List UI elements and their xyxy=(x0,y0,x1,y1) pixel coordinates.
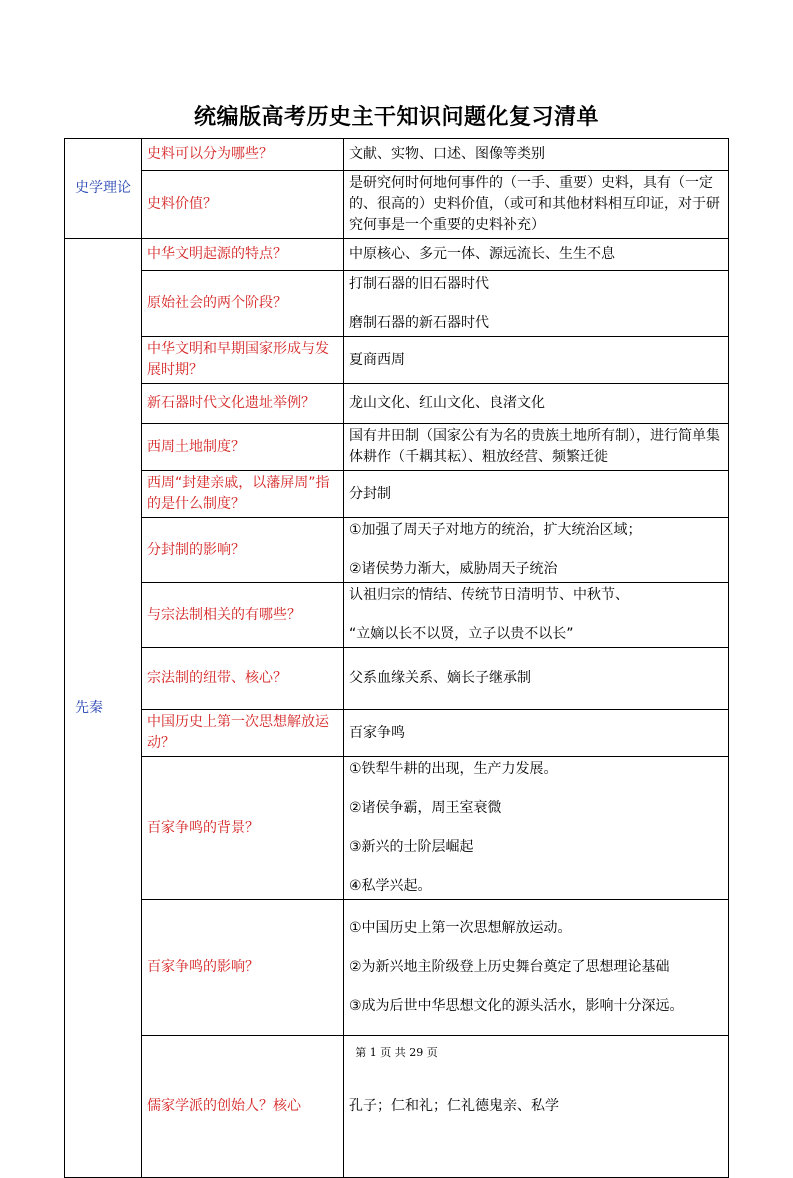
answer-cell xyxy=(344,900,729,1036)
answer-line: ①加强了周天子对地方的统治，扩大统治区域； xyxy=(349,522,642,538)
table-row xyxy=(65,900,729,1036)
table-row xyxy=(65,757,729,900)
table-row xyxy=(65,139,729,171)
question-cell: 新石器时代文化遗址举例？ xyxy=(142,384,344,424)
question-cell: 百家争鸣的影响？ xyxy=(142,900,344,1036)
answer-line: ④私学兴起。 xyxy=(349,878,432,894)
question-cell: 史料价值？ xyxy=(142,171,344,239)
answer-line: 认祖归宗的情结、传统节日清明节、中秋节、 xyxy=(349,587,629,603)
answer-cell xyxy=(344,471,729,518)
question-cell: 中华文明和早期国家形成与发展时期？ xyxy=(142,337,344,384)
answer-line: ②为新兴地主阶级登上历史舞台奠定了思想理论基础 xyxy=(349,959,670,975)
answer-line: 父系血缘关系、嫡长子继承制 xyxy=(349,670,531,686)
answer-line: 文献、实物、口述、图像等类别 xyxy=(349,146,545,162)
question-cell: 西周土地制度？ xyxy=(142,424,344,471)
answer-line: 打制石器的旧石器时代 xyxy=(349,275,489,292)
answer-cell xyxy=(344,384,729,424)
table-row xyxy=(65,471,729,518)
table-row xyxy=(65,583,729,648)
answer-line: 夏商西周 xyxy=(349,351,405,368)
question-cell: 中国历史上第一次思想解放运动？ xyxy=(142,710,344,757)
answer-line: ③成为后世中华思想文化的源头活水，影响十分深远。 xyxy=(349,998,684,1014)
section-label: 史学理论 xyxy=(65,139,142,239)
answer-line: ②诸侯争霸，周王室衰微 xyxy=(349,800,502,816)
answer-cell xyxy=(344,583,729,648)
question-cell: 儒家学派的创始人？核心 xyxy=(142,1036,344,1178)
answer-cell xyxy=(344,710,729,757)
question-cell: 原始社会的两个阶段？ xyxy=(142,271,344,337)
question-cell: 与宗法制相关的有哪些？ xyxy=(142,583,344,648)
answer-line: 国有井田制（国家公有为名的贵族土地所有制），进行简单集体耕作（千耦其耘）、粗放经营、频繁迁徙 xyxy=(349,428,720,465)
answer-cell xyxy=(344,757,729,900)
table-row xyxy=(65,239,729,271)
table-row xyxy=(65,648,729,710)
answer-line: ②诸侯势力渐大，威胁周天子统治 xyxy=(349,561,558,577)
table-row xyxy=(65,424,729,471)
answer-cell xyxy=(344,139,729,171)
question-cell: 西周“封建亲戚，以藩屏周”指的是什么制度？ xyxy=(142,471,344,518)
answer-line: 分封制 xyxy=(349,485,391,502)
answer-line: 中原核心、多元一体、源远流长、生生不息 xyxy=(349,246,615,262)
answer-line: “立嫡以长不以贤，立子以贵不以长” xyxy=(349,626,574,642)
answer-cell xyxy=(344,648,729,710)
answer-cell xyxy=(344,271,729,337)
answer-line: 百家争鸣 xyxy=(349,724,405,741)
page-title: 统编版高考历史主干知识问题化复习清单 xyxy=(193,105,599,130)
table-row xyxy=(65,171,729,239)
page-footer: 第 1 页 共 29 页 xyxy=(355,1046,438,1059)
question-cell: 宗法制的纽带、核心？ xyxy=(142,648,344,710)
answer-line: 磨制石器的新石器时代 xyxy=(349,314,489,331)
answer-line: ①铁犁牛耕的出现，生产力发展。 xyxy=(349,761,558,777)
table-row xyxy=(65,710,729,757)
question-cell: 分封制的影响？ xyxy=(142,518,344,583)
table-row xyxy=(65,271,729,337)
question-cell: 中华文明起源的特点？ xyxy=(142,239,344,271)
answer-cell xyxy=(344,337,729,384)
answer-line: ③新兴的士阶层崛起 xyxy=(349,839,474,855)
answer-line: 孔子；仁和礼；仁礼德鬼亲、私学 xyxy=(349,1098,559,1114)
section-label: 先秦 xyxy=(65,239,142,1178)
table-row xyxy=(65,518,729,583)
answer-line: 龙山文化、红山文化、良渚文化 xyxy=(349,395,545,411)
answer-line: 是研究何时何地何事件的（一手、重要）史料，具有（一定的、很高的）史料价值，（或可和其他材料相互印证，对于研究何事是一个重要的史料补充） xyxy=(349,175,720,233)
review-table xyxy=(64,138,729,1178)
answer-cell xyxy=(344,518,729,583)
answer-cell xyxy=(344,171,729,239)
table-row xyxy=(65,337,729,384)
answer-cell xyxy=(344,424,729,471)
answer-line: ①中国历史上第一次思想解放运动。 xyxy=(349,920,572,936)
answer-cell xyxy=(344,239,729,271)
table-row xyxy=(65,384,729,424)
question-cell: 史料可以分为哪些？ xyxy=(142,139,344,171)
question-cell: 百家争鸣的背景？ xyxy=(142,757,344,900)
